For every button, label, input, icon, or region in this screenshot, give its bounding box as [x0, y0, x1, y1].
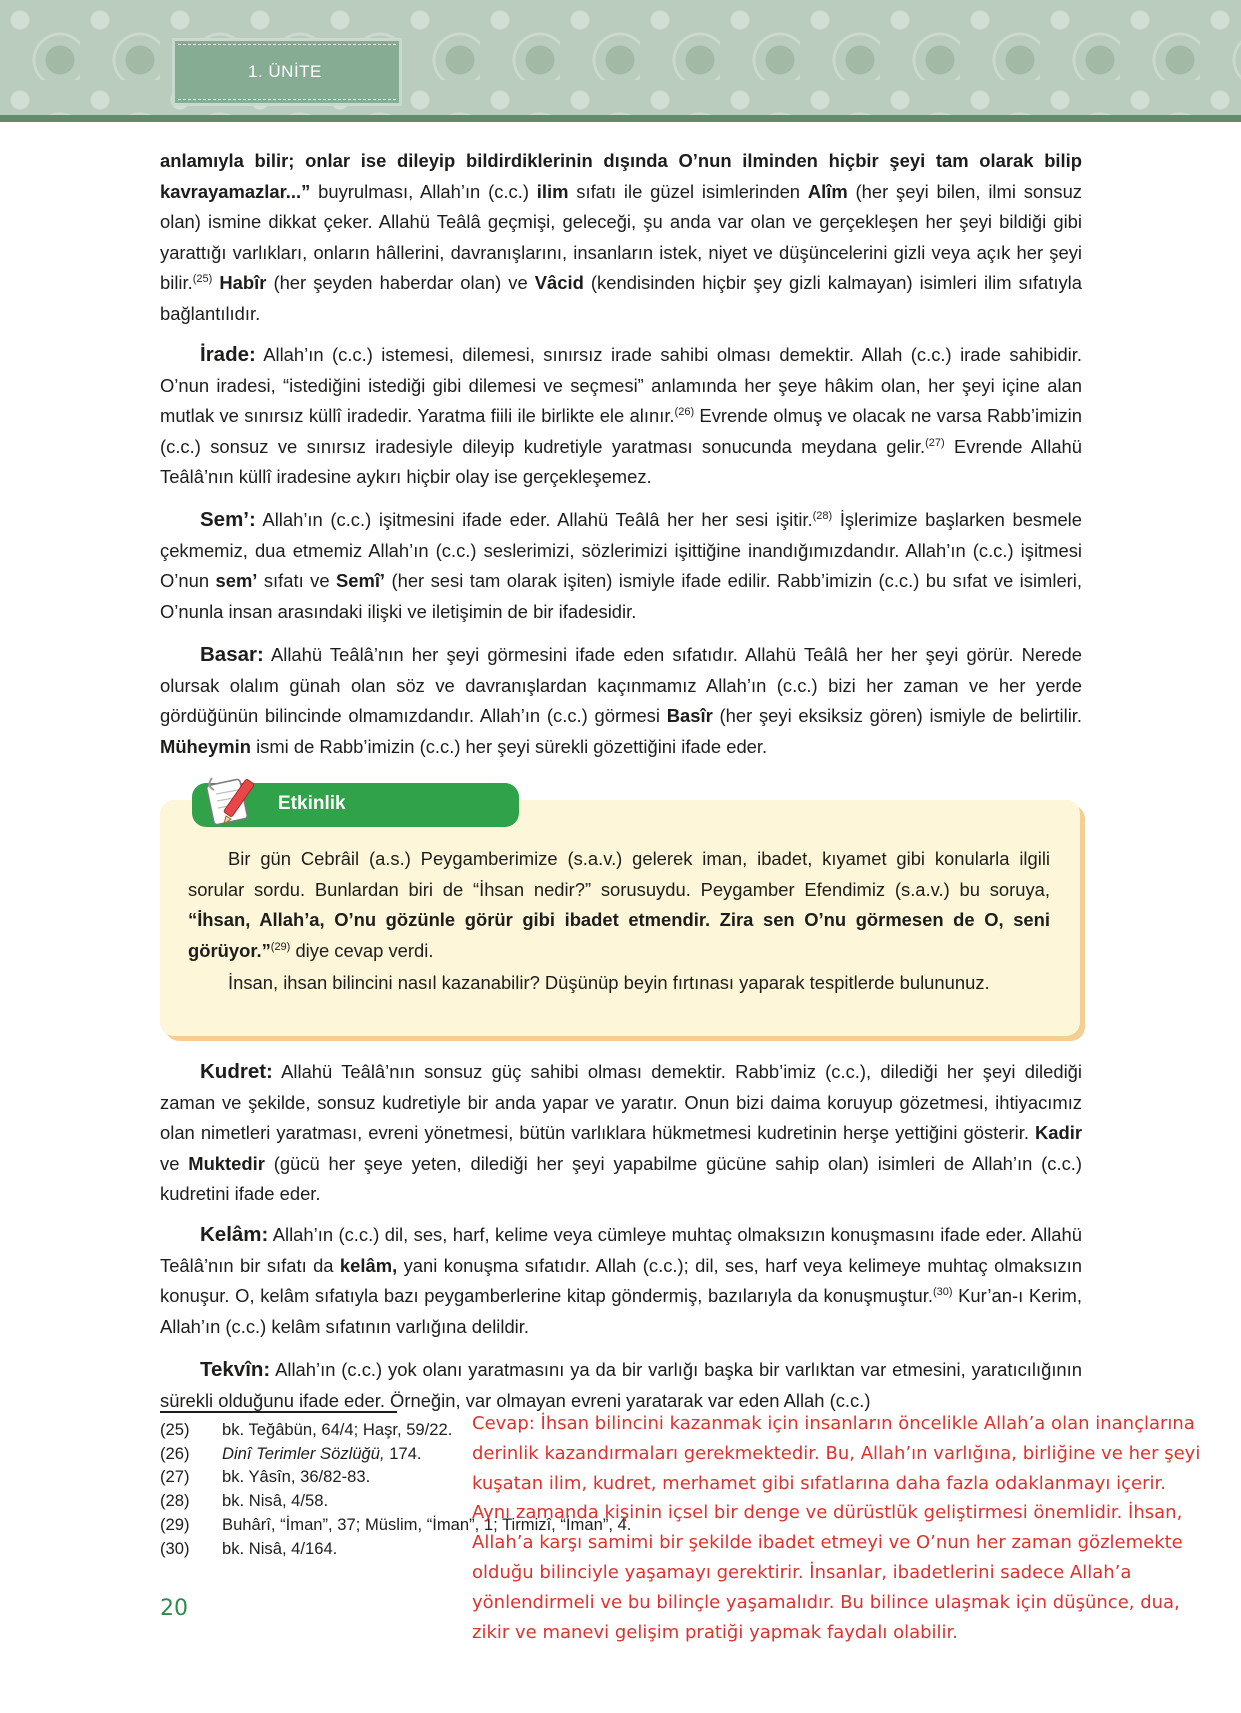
unit-label: 1. ÜNİTE — [248, 62, 322, 81]
text: Allah’ın (c.c.) dil, ses, harf, kelime veya cümleye muhtaç olmaksızın konuşmasını ifade eder. Allahü Teâlâ’nın bir sıfatı da — [160, 1224, 1082, 1276]
text: (her şeyi eksiksiz gören) ismiyle de belirtilir. — [712, 705, 1082, 726]
text: diye cevap verdi. — [290, 939, 434, 961]
footnote-text: Buhârî, “İman”, 37; Müslim, “İman”, 1; Tirmizî, “İman”, 4. — [222, 1514, 632, 1534]
activity-title: Etkinlik — [278, 793, 346, 814]
handwritten-answer: Cevap: İhsan bilincini kazanmak için insanların öncelikle Allah’a olan inançlarına derinlik kazandırmaları gerekmektedir. Bu, Allah’ın varlığına, birliğine ve her şeyi kuşatan ilim, kudret, merhamet gibi sıfatlarına daha fazla odaklanmayı içerir. Aynı zamanda kişinin içsel bir denge ve dürüstlük geliştirmesi önemlidir. İhsan, Allah’a karşı samimi bir şekilde ibadet etmeyi ve O’nun her zaman gözlemekte olduğu bilinciyle yaşamayı gerektirir. İnsanlar, ibadetlerini sadece Allah’a yönlendirmeli ve bu bilinçle yaşamalıdır. Bu bilince ulaşmak için düşünce, dua, zikir ve manevi gelişim pratiği yapmak faydalı olabilir. — [472, 1413, 1201, 1643]
pencil-paper-icon — [204, 772, 266, 828]
footnote-text: bk. Nisâ, 4/58. — [222, 1491, 329, 1511]
term-basar: Basar: — [200, 643, 264, 666]
footnote-number: (25) — [160, 1420, 190, 1439]
paragraph-tekvin — [160, 1355, 1082, 1416]
footnote-number: (30) — [160, 1538, 190, 1558]
keyword-habir: Habîr — [212, 272, 267, 293]
footnote-rule — [160, 1411, 397, 1413]
footnote-ref-26: (26) — [674, 406, 695, 418]
paragraph-alim — [160, 146, 1082, 329]
keyword-vacid: Vâcid — [534, 272, 584, 293]
unit-label-box — [172, 38, 402, 106]
footnote-text: bk. Teğâbün, 64/4; Haşr, 59/22. — [222, 1420, 453, 1439]
paragraph-irade — [160, 340, 1082, 493]
footnote-ref-25: (25) — [192, 273, 213, 285]
text: Kur’an-ı Kerim, Allah’ın (c.c.) kelâm sıfatının varlığına delildir. — [160, 1285, 1082, 1337]
text: Allahü Teâlâ’nın sonsuz güç sahibi olması demektir. Rabb’imiz (c.c.), dilediği her şeyi dilediği zaman ve şekilde, sonsuz kudretiyle bir anda yapar ve yaratır. Onun bizi daima koruyup gözetmesi, ihtiyacımız olan nimetleri yaratması, evreni yönetmesi, bütün varlıklara hükmetmesi kudretinin herşe yettiğini gösterir. — [160, 1061, 1082, 1143]
footnote-italic: Dinî Terimler Sözlüğü, — [222, 1443, 385, 1463]
term-tekvin: Tekvîn: — [200, 1358, 271, 1381]
keyword-alim: Alîm — [807, 180, 848, 202]
keyword-semi: Semî’ — [335, 570, 386, 591]
text: Allah’ın (c.c.) yok olanı yaratmasını ya da bir varlığı başka bir varlıktan var etmesini, yaratıcılığının sürekli olduğunu ifade eder. Örneğin, var olmayan evreni yaratarak var eden Allah (c.c.) — [160, 1359, 1082, 1411]
keyword-muktedir: Muktedir — [188, 1152, 265, 1174]
header-rule — [0, 115, 1241, 122]
activity-question: İnsan, ihsan bilincini nasıl kazanabilir? Düşünüp beyin fırtınası yaparak tespitlerde bulununuz. — [228, 972, 990, 993]
footnote-ref-28: (28) — [812, 510, 833, 522]
footnote-number: (27) — [160, 1467, 190, 1487]
footnote-number: (26) — [160, 1443, 190, 1463]
keyword-muheymin: Müheymin — [160, 735, 251, 757]
text: Bir gün Cebrâil (a.s.) Peygamberimize (s.a.v.) gelerek iman, ibadet, kıyamet gibi konularla ilgili sorular sordu. Bunlardan biri de “İhsan nedir?” sorusuydu. Peygamber Efendimiz (s.a.v.) bu soruya, — [188, 848, 1050, 900]
hadith-quote: “İhsan, Allah’a, O’nu gözünle görür gibi ibadet etmendir. Zira sen O’nu görmesen de O, seni görüyor.” — [188, 909, 1050, 961]
footnote-number: (29) — [160, 1514, 190, 1534]
footnote-ref-29: (29) — [270, 940, 291, 953]
paragraph-kelam — [160, 1220, 1082, 1342]
paragraph-sem — [160, 505, 1082, 627]
footnote-number: (28) — [160, 1491, 190, 1511]
keyword-kelam: kelâm, — [339, 1254, 398, 1276]
text: ismi de Rabb’imizin (c.c.) her şeyi sürekli gözettiğini ifade eder. — [250, 735, 768, 757]
text: buyrulması, Allah’ın (c.c.) — [310, 180, 537, 202]
paragraph-kudret — [160, 1057, 1082, 1210]
activity-box — [160, 800, 1080, 1036]
text: (her şeyden haberdar olan) ve — [266, 272, 535, 293]
text: yani konuşma sıfatıdır. Allah (c.c.); dil, ses, harf veya kelimeye muhtaç olmaksızın konuşur. O, kelâm sıfatıyla bazı peygamberlerine kitap göndermiş, bazılarıyla da konuşmuştur. — [160, 1254, 1082, 1306]
footnote-text: bk. Nisâ, 4/164. — [222, 1538, 338, 1558]
footnote-text: 174. — [384, 1443, 422, 1463]
text: (kendisinden hiçbir şey gizli kalmayan) isimleri ilim sıfatıyla bağlantılıdır. — [160, 272, 1082, 324]
keyword-basir: Basîr — [666, 705, 713, 726]
text: Allahü Teâlâ’nın her şeyi görmesini ifade eden sıfatıdır. Allahü Teâlâ her her şeyi görür. Nerede olursak olalım günah olan söz ve davranışlardan kaçınmamız Allah’ın (c.c.) bizi her zaman ve her yerde gördüğünün bilincinde olmamızdandır. Allah’ın (c.c.) görmesi — [160, 644, 1082, 726]
keyword-sem: sem’ — [215, 570, 258, 591]
text: Allah’ın (c.c.) istemesi, dilemesi, sınırsız irade sahibi olması demektir. Allah (c.c.) irade sahibidir. O’nun iradesi, “istediğini istediği gibi dilemesi ve seçmesi” anlamında her şeye hâkim olan, her şeyi içine alan mutlak ve sınırsız küllî iradedir. Yaratma fiili ile birlikte ele alınır. — [160, 344, 1082, 426]
term-kudret: Kudret: — [200, 1060, 273, 1083]
text: Evrende olmuş ve olacak ne varsa Rabb’imizin (c.c.) sonsuz ve sınırsız iradesiyle dileyip kudretiyle yaratması sonucunda meydana gelir. — [160, 405, 1082, 457]
text: ve — [160, 1152, 189, 1174]
footnote-ref-27: (27) — [925, 436, 945, 449]
paragraph-basar — [160, 640, 1082, 762]
activity-paragraph-1 — [188, 844, 1050, 966]
text: sıfatı ile güzel isimlerinden — [568, 180, 808, 202]
term-irade: İrade: — [200, 343, 256, 366]
text: (her sesi tam olarak işiten) ismiyle ifade edilir. Rabb’imizin (c.c.) bu sıfat ve isimleri, O’nunla insan arasındaki ilişki ve iletişimin de bir ifadesidir. — [160, 570, 1082, 622]
keyword-kadir: Kadir — [1034, 1122, 1082, 1143]
term-kelam: Kelâm: — [200, 1223, 269, 1246]
text: Allah’ın (c.c.) işitmesini ifade eder. Allahü Teâlâ her her sesi işitir. — [255, 509, 813, 530]
footnote-ref-30: (30) — [932, 1286, 953, 1298]
text: sıfatı ve — [257, 570, 336, 591]
text: İşlerimize başlarken besmele çekmemiz, dua etmemiz Allah’ın (c.c.) seslerimizi, sözlerimizi işittiğine inandığımızdandır. Allah’ın (c.c.) işitmesi O’nun — [160, 509, 1082, 591]
quote-bold: anlamıyla bilir; onlar ise dileyip bildirdiklerinin dışında O’nun ilminden hiçbir şeyi tam olarak bilip kavrayamazlar...” — [160, 150, 1082, 202]
keyword-ilim: ilim — [536, 180, 569, 202]
text: (her şeyi bilen, ilmi sonsuz olan) ismine dikkat çeker. Allahü Teâlâ geçmişi, geleceği, şu anda var olan ve gerçekleşen her şeyi bildiği gibi yarattığı varlıkları, onların hâllerini, davranışlarını, insanların istek, niyet ve düşüncelerini gizli veya açık her şeyi bilir. — [160, 180, 1082, 293]
text: (gücü her şeye yeten, dilediği her şeyi yapabilme gücüne sahip olan) isimleri de Allah’ın (c.c.) kudretini ifade eder. — [160, 1152, 1082, 1204]
term-sem: Sem’: — [200, 508, 256, 531]
footnote-text: bk. Yâsîn, 36/82-83. — [222, 1467, 371, 1487]
page-number: 20 — [160, 1596, 188, 1621]
text: Evrende Allahü Teâlâ’nın küllî iradesine aykırı hiçbir olay ise gerçekleşemez. — [160, 435, 1083, 487]
